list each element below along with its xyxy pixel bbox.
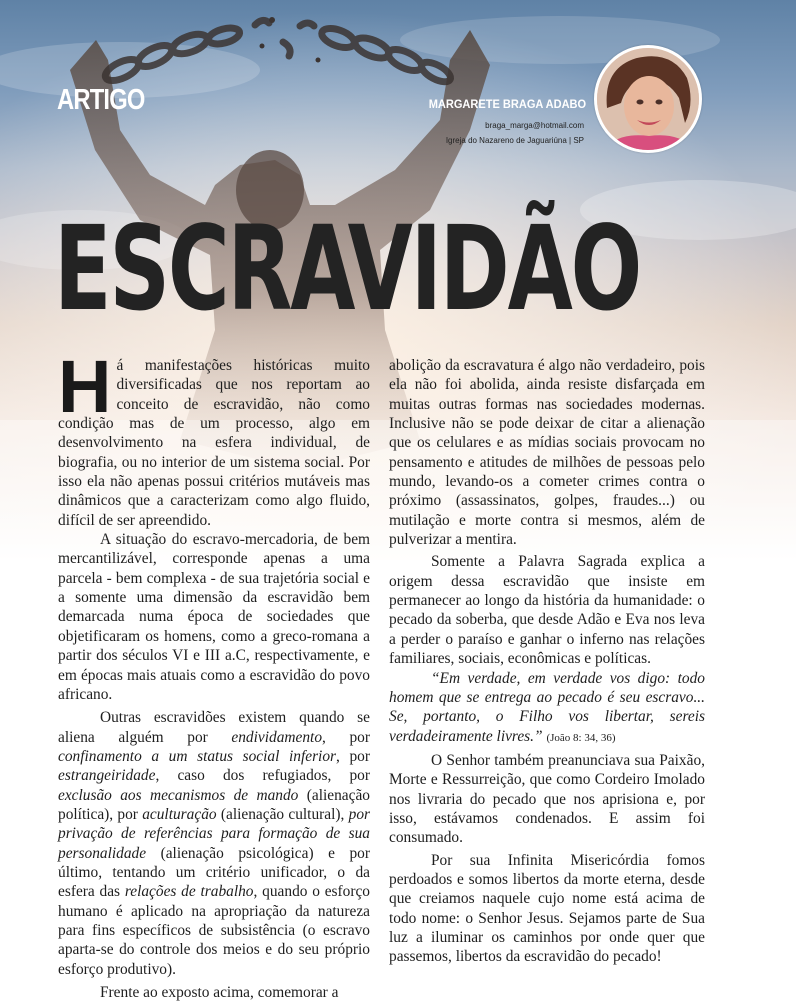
paragraph-1: Há manifestações históricas muito diversificadas que nos reportam ao conceito de escravidão, não como condição mas de um processo, algo em desenvolvimento na esfera individual, de biografia, ou no interior de um sistema social. Por isso ela não apenas possui critérios mutáveis mas dinâmicos que a caracterizam como algo fluido, difícil de ser apreendido. xyxy=(58,345,370,529)
paragraph-8: Por sua Infinita Misericórdia fomos perdoados e somos libertos da morte eterna, desde que creiamos naquele cujo nome está acima de todo nome: o Senhor Jesus. Sejamos parte de Sua luz a iluminar os caminhos por onde quer que passemos, libertos da escravidão do pecado! xyxy=(389,851,705,966)
quote-reference: (João 8: 34, 36) xyxy=(546,731,616,744)
article-column-2 xyxy=(389,356,705,967)
section-label: ARTIGO xyxy=(57,84,145,116)
author-church: Igreja do Nazareno de Jaguariúna | SP xyxy=(445,136,584,145)
paragraph-3: Outras escravidões existem quando se aliena alguém por endividamento, por confinamento a um status social inferior, por estrangeiridade, caso dos refugiados, por exclusão aos mecanismos de mando (alienação política), por aculturação (alienação cultural), por privação de referências para formação de sua personalidade (alienação psicológica) e por último, tentando um critério unificador, o da esfera das relações de trabalho, quando o esforço humano é aplicado na apropriação da natureza para fins específicos de subsistência (o escravo aparta-se do controle dos meios e do seu próprio esforço produtivo). xyxy=(58,709,371,978)
paragraph-4: Frente ao exposto acima, comemorar a xyxy=(100,984,339,1001)
author-name: MARGARETE BRAGA ADABO xyxy=(428,97,586,111)
paragraph-6: Somente a Palavra Sagrada explica a origem dessa escravidão que insiste em permanecer ao longo da história da humanidade: o pecado da soberba, que desde Adão e Eva nos leva a perder o paraíso e ganhar o inferno nas relações familiares, sociais, econômicas e políticas. xyxy=(389,553,705,668)
author-photo-icon xyxy=(597,48,699,150)
author-email: braga_marga@hotmail.com xyxy=(485,121,584,130)
paragraph-2: A situação do escravo-mercadoria, de bem mercantilizável, corresponde apenas a uma parcela - bem complexa - de sua trajetória social e a somente uma dimensão da escravidão bem demarcada numa época de sociedades que objetificaram os homens, como a greco-romana a partir dos séculos VI e III a.C, respectivamente, e em épocas mais atuais como a escravidão do povo africano. xyxy=(58,531,370,703)
drop-cap: H xyxy=(58,345,112,428)
article-column-1 xyxy=(58,345,371,1002)
paragraph-5: abolição da escravatura é algo não verdadeiro, pois ela não foi abolida, ainda resiste disfarçada em muitas outras formas nas sociedades modernas. Inclusive não se pode deixar de citar a alienação que os celulares e as mídias sociais provocam no pensamento e atitudes de milhões de pessoas pelo mundo, levando-os a cometer crimes contra o próximo (assassinatos, golpes, fraudes...) ou mutilação e morte contra si mesmos, além de pulverizar a mentira. xyxy=(389,357,705,549)
paragraph-7: O Senhor também preanunciava sua Paixão, Morte e Ressurreição, que como Cordeiro Imolado nos livraria do pecado que nos aprisiona e, por isso, estávamos condenados. E assim foi consumado. xyxy=(389,751,705,847)
author-photo xyxy=(594,45,702,153)
article-title: ESCRAVIDÃO xyxy=(54,200,641,337)
bible-quote: “Em verdade, em verdade vos digo: todo homem que se entrega ao pecado é seu escravo... Se, portanto, o Filho vos libertar, sereis verdadeiramente livres.” (João 8: 34, 36) xyxy=(389,669,705,745)
